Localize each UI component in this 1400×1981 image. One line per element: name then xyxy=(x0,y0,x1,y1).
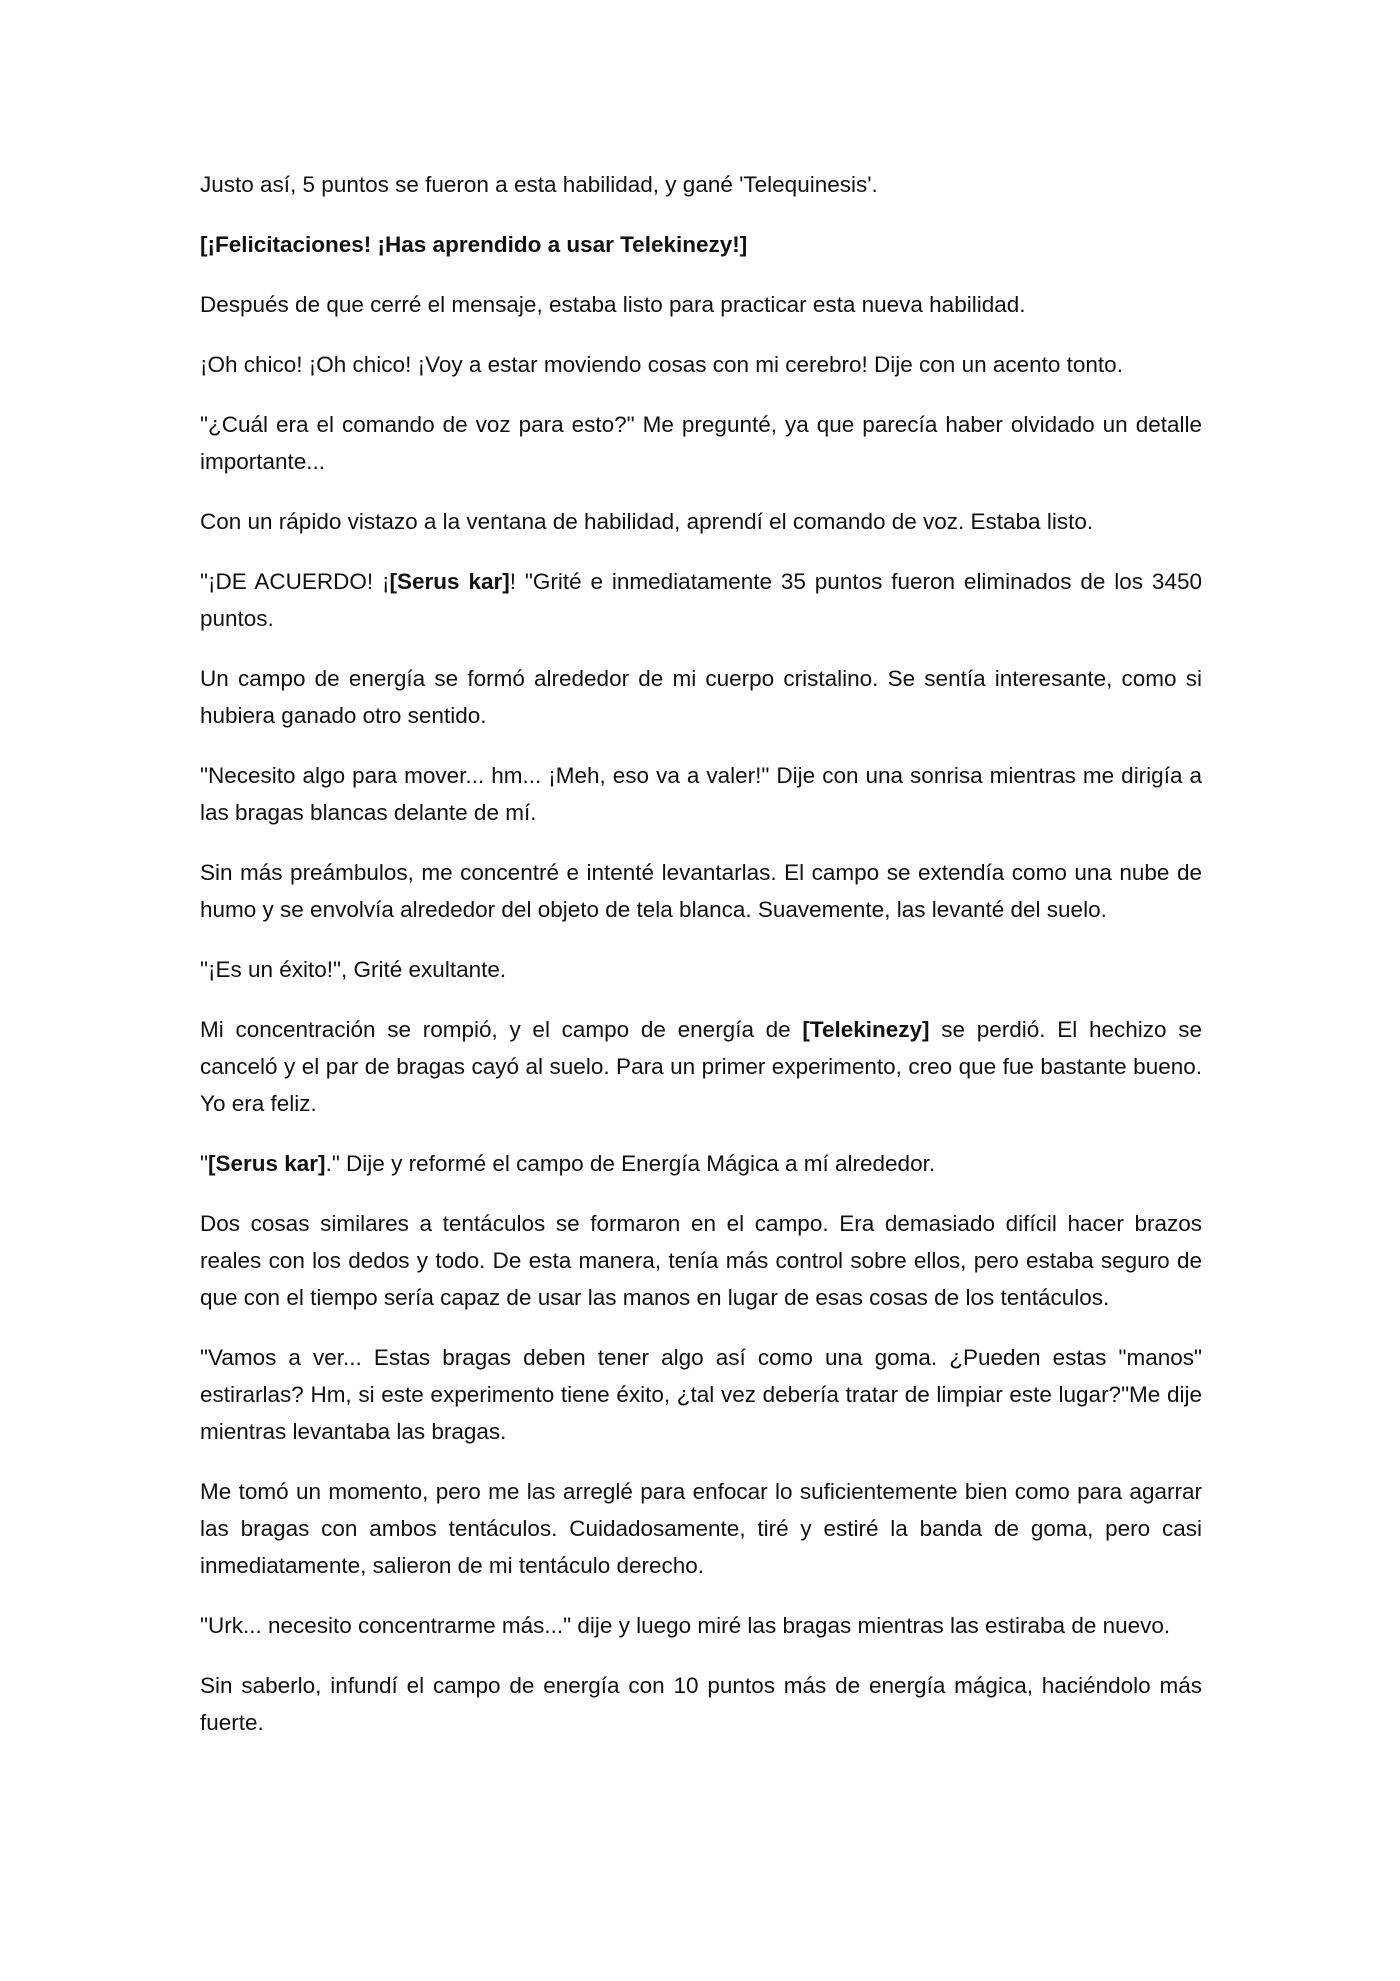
paragraph-5: "¿Cuál era el comando de voz para esto?" Me pregunté, ya que parecía haber olvidado un detalle importante... xyxy=(200,412,1202,474)
paragraph-7-text-before: "¡DE ACUERDO! ¡ xyxy=(200,569,390,594)
paragraph-14: Dos cosas similares a tentáculos se formaron en el campo. Era demasiado difícil hacer brazos reales con los dedos y todo. De esta manera, tenía más control sobre ellos, pero estaba seguro de que con el tiempo sería capaz de usar las manos en lugar de esas cosas de los tentáculos. xyxy=(200,1211,1202,1310)
paragraph-8: Un campo de energía se formó alrededor de mi cuerpo cristalino. Se sentía interesante, como si hubiera ganado otro sentido. xyxy=(200,666,1202,728)
paragraph-11: "¡Es un éxito!", Grité exultante. xyxy=(200,957,507,982)
paragraph-18: Sin saberlo, infundí el campo de energía con 10 puntos más de energía mágica, haciéndolo más fuerte. xyxy=(200,1673,1202,1735)
spell-name-bold: [Serus kar] xyxy=(389,569,510,594)
system-message: [¡Felicitaciones! ¡Has aprendido a usar Telekinezy!] xyxy=(200,232,748,257)
paragraph-4: ¡Oh chico! ¡Oh chico! ¡Voy a estar moviendo cosas con mi cerebro! Dije con un acento tonto. xyxy=(200,352,1123,377)
paragraph-1: Justo así, 5 puntos se fueron a esta habilidad, y gané 'Telequinesis'. xyxy=(200,172,878,197)
paragraph-15: "Vamos a ver... Estas bragas deben tener algo así como una goma. ¿Pueden estas "manos" estirarlas? Hm, si este experimento tiene éxito, ¿tal vez debería tratar de limpiar este lugar?"Me dije mientras levantaba las bragas. xyxy=(200,1345,1202,1444)
spell-name-bold-2: [Serus kar] xyxy=(208,1151,326,1176)
document-body xyxy=(200,166,1202,1764)
paragraph-7-text-after: ! "Grité e inmediatamente 35 puntos fueron eliminados de los 3450 puntos. xyxy=(200,569,1202,631)
paragraph-13-text-before: " xyxy=(200,1151,208,1176)
paragraph-3: Después de que cerré el mensaje, estaba listo para practicar esta nueva habilidad. xyxy=(200,292,1026,317)
paragraph-12 xyxy=(200,1011,1202,1122)
paragraph-7 xyxy=(200,563,1202,637)
paragraph-10: Sin más preámbulos, me concentré e intenté levantarlas. El campo se extendía como una nube de humo y se envolvía alrededor del objeto de tela blanca. Suavemente, las levanté del suelo. xyxy=(200,860,1202,922)
paragraph-6: Con un rápido vistazo a la ventana de habilidad, aprendí el comando de voz. Estaba listo. xyxy=(200,509,1094,534)
skill-name-bold: [Telekinezy] xyxy=(802,1017,930,1042)
paragraph-9: "Necesito algo para mover... hm... ¡Meh, eso va a valer!" Dije con una sonrisa mientras me dirigía a las bragas blancas delante de mí. xyxy=(200,763,1202,825)
paragraph-17: "Urk... necesito concentrarme más..." dije y luego miré las bragas mientras las estiraba de nuevo. xyxy=(200,1613,1171,1638)
paragraph-12-text-before: Mi concentración se rompió, y el campo de energía de xyxy=(200,1017,803,1042)
paragraph-13 xyxy=(200,1145,1202,1182)
paragraph-13-text-after: ." Dije y reformé el campo de Energía Mágica a mí alrededor. xyxy=(325,1151,936,1176)
paragraph-16: Me tomó un momento, pero me las arreglé para enfocar lo suficientemente bien como para agarrar las bragas con ambos tentáculos. Cuidadosamente, tiré y estiré la banda de goma, pero casi inmediatamente, salieron de mi tentáculo derecho. xyxy=(200,1479,1202,1578)
paragraph-12-text-after: se perdió. El hechizo se canceló y el par de bragas cayó al suelo. Para un primer experimento, creo que fue bastante bueno. Yo era feliz. xyxy=(200,1017,1202,1116)
